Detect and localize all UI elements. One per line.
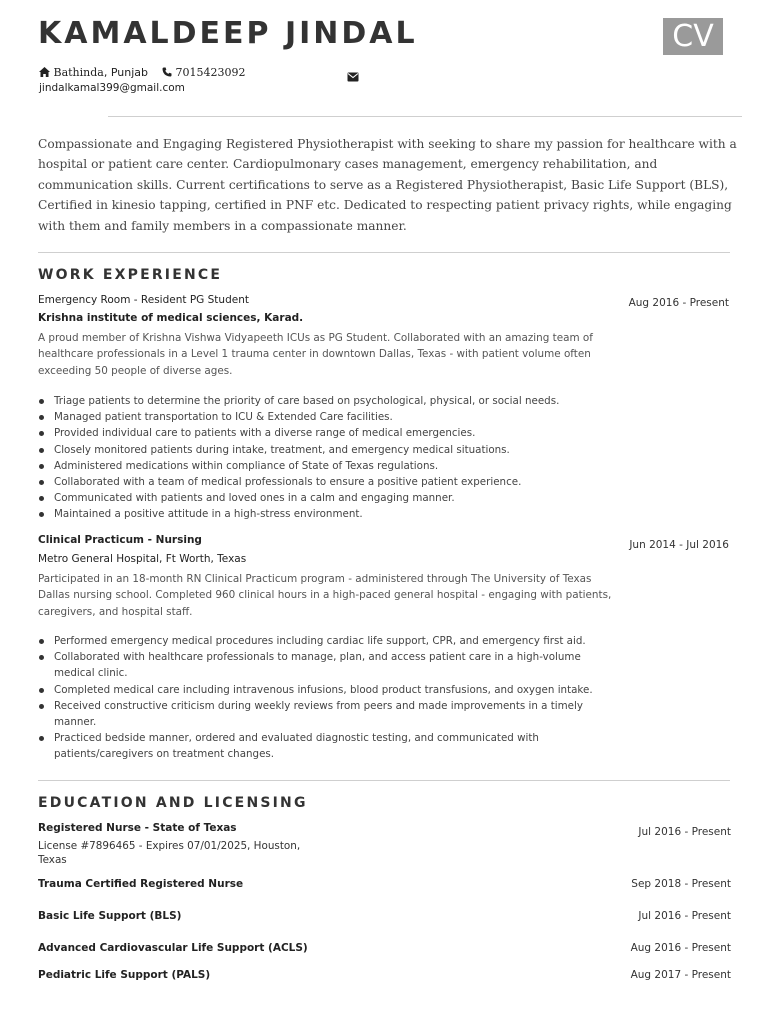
- list-item: Practiced bedside manner, ordered and evaluated diagnostic testing, and communicated with patients/caregivers on treatment changes.: [38, 730, 613, 762]
- job-description: Participated in an 18-month RN Clinical Practicum program - administered through The University of Texas Dallas nursing school. Completed 960 clinical hours in a high-paced general hospital - engaging with patients, caregivers, and hospital staff.: [38, 573, 612, 618]
- job-organization: Krishna institute of medical sciences, Karad.: [38, 312, 304, 324]
- job-bullet-list: [38, 633, 613, 763]
- work-section-title: WORK EXPERIENCE: [38, 267, 223, 283]
- list-item: Provided individual care to patients with a diverse range of medical emergencies.: [38, 425, 613, 441]
- contact-line: [39, 66, 246, 80]
- education-section-title: EDUCATION AND LICENSING: [38, 795, 308, 811]
- education-item-title: Advanced Cardiovascular Life Support (ACLS): [38, 942, 308, 954]
- candidate-name: KAMALDEEP JINDAL: [38, 16, 418, 51]
- cv-badge: CV: [663, 18, 723, 55]
- header-divider: [108, 116, 742, 117]
- profile-summary: Compassionate and Engaging Registered Physiotherapist with seeking to share my passion for healthcare with a hospital or patient care center. Cardiopulmonary cases management, emergency rehabilitation, and communication skills. Current certifications to serve as a Registered Physiotherapist, Basic Life Support (BLS), Certified in kinesio tapping, certified in PNF etc. Dedicated to respecting patient privacy rights, while engaging with them and family members in a compassionate manner.: [38, 137, 737, 233]
- list-item: Administered medications within compliance of State of Texas regulations.: [38, 458, 613, 474]
- education-item-dates: Aug 2016 - Present: [630, 942, 731, 954]
- list-item: Collaborated with a team of medical professionals to ensure a positive patient experience.: [38, 474, 613, 490]
- education-item-dates: Jul 2016 - Present: [638, 910, 731, 922]
- list-item: Received constructive criticism during weekly reviews from peers and made improvements in a timely manner.: [38, 698, 613, 730]
- contact-city: Bathinda: [53, 66, 104, 79]
- job-dates: Jun 2014 - Jul 2016: [629, 539, 729, 551]
- job-role: Clinical Practicum - Nursing: [38, 534, 202, 546]
- contact-phone: 7015423092: [175, 66, 246, 79]
- list-item: Performed emergency medical procedures including cardiac life support, CPR, and emergency first aid.: [38, 633, 613, 649]
- phone-icon: [162, 66, 172, 79]
- education-item-title: Registered Nurse - State of Texas: [38, 822, 237, 834]
- job-bullet-list: [38, 393, 613, 523]
- job-organization: Metro General Hospital, Ft Worth, Texas: [38, 553, 247, 565]
- list-item: Closely monitored patients during intake, treatment, and emergency medical situations.: [38, 442, 613, 458]
- contact-state: , Punjab: [103, 66, 149, 79]
- job-role: Emergency Room - Resident PG Student: [38, 294, 249, 306]
- list-item: Maintained a positive attitude in a high-stress environment.: [38, 506, 613, 522]
- home-icon: [39, 66, 50, 79]
- summary-divider: [38, 252, 730, 253]
- education-item-details: License #7896465 - Expires 07/01/2025, Houston, Texas: [38, 840, 301, 866]
- job-description: A proud member of Krishna Vishwa Vidyapeeth ICUs as PG Student. Collaborated with an amazing team of healthcare professionals in a Level 1 trauma center in downtown Dallas, Texas - with patient volume often exceeding 50 people of diverse ages.: [38, 332, 593, 377]
- list-item: Completed medical care including intravenous infusions, blood product transfusions, and oxygen intake.: [38, 682, 613, 698]
- education-item-title: Trauma Certified Registered Nurse: [38, 878, 244, 890]
- contact-email[interactable]: jindalkamal399@gmail.com: [39, 82, 185, 94]
- education-item-dates: Sep 2018 - Present: [631, 878, 731, 890]
- job-dates: Aug 2016 - Present: [628, 297, 729, 309]
- list-item: Communicated with patients and loved ones in a calm and engaging manner.: [38, 490, 613, 506]
- email-icon: [347, 67, 359, 86]
- list-item: Collaborated with healthcare professionals to manage, plan, and access patient care in a high-volume medical clinic.: [38, 649, 613, 681]
- work-divider: [38, 780, 730, 781]
- education-item-title: Basic Life Support (BLS): [38, 910, 182, 922]
- education-item-dates: Jul 2016 - Present: [638, 826, 731, 838]
- list-item: Triage patients to determine the priority of care based on psychological, physical, or social needs.: [38, 393, 613, 409]
- education-item-dates: Aug 2017 - Present: [630, 969, 731, 981]
- list-item: Managed patient transportation to ICU & Extended Care facilities.: [38, 409, 613, 425]
- education-item-title: Pediatric Life Support (PALS): [38, 969, 211, 981]
